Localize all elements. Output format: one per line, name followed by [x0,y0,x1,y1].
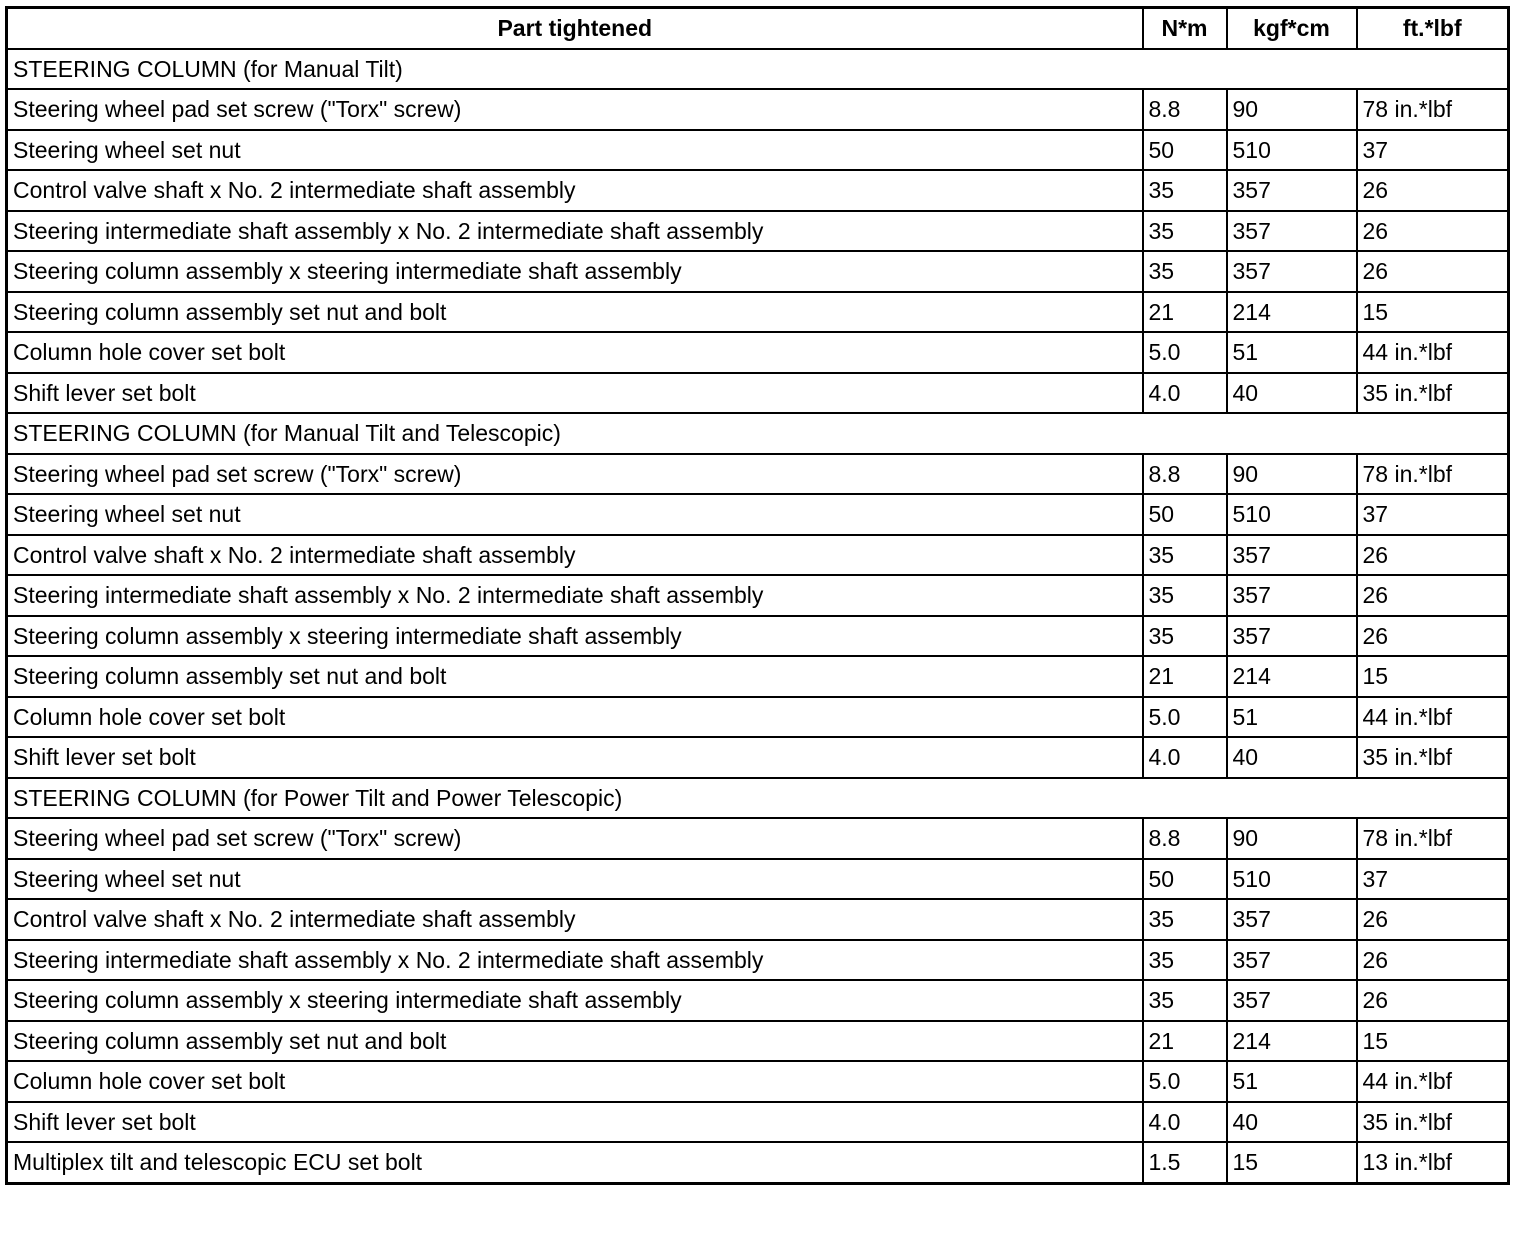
part-name-cell: Control valve shaft x No. 2 intermediate shaft assembly [7,170,1143,211]
torque-nm-cell: 35 [1143,899,1227,940]
torque-ft-lbf-cell: 44 in.*lbf [1357,697,1509,738]
torque-ft-lbf-cell: 26 [1357,616,1509,657]
torque-ft-lbf-cell: 26 [1357,170,1509,211]
torque-kgf-cm-cell: 357 [1227,980,1357,1021]
torque-ft-lbf-cell: 78 in.*lbf [1357,89,1509,130]
torque-ft-lbf-cell: 26 [1357,940,1509,981]
table-row [7,980,1509,1021]
torque-ft-lbf-cell: 26 [1357,535,1509,576]
torque-nm-cell: 35 [1143,940,1227,981]
table-row [7,292,1509,333]
header-kgf-cm: kgf*cm [1227,8,1357,49]
torque-ft-lbf-cell: 35 in.*lbf [1357,1102,1509,1143]
part-name-cell: Column hole cover set bolt [7,697,1143,738]
section-title: STEERING COLUMN (for Manual Tilt) [7,49,1509,90]
table-row [7,1142,1509,1183]
torque-kgf-cm-cell: 357 [1227,170,1357,211]
torque-kgf-cm-cell: 357 [1227,251,1357,292]
part-name-cell: Steering intermediate shaft assembly x No. 2 intermediate shaft assembly [7,575,1143,616]
table-row [7,859,1509,900]
table-row [7,656,1509,697]
torque-kgf-cm-cell: 90 [1227,818,1357,859]
part-name-cell: Steering intermediate shaft assembly x No. 2 intermediate shaft assembly [7,211,1143,252]
torque-kgf-cm-cell: 15 [1227,1142,1357,1183]
table-row [7,697,1509,738]
torque-nm-cell: 35 [1143,575,1227,616]
torque-ft-lbf-cell: 26 [1357,575,1509,616]
torque-nm-cell: 8.8 [1143,818,1227,859]
torque-ft-lbf-cell: 15 [1357,1021,1509,1062]
torque-ft-lbf-cell: 15 [1357,292,1509,333]
table-row [7,818,1509,859]
part-name-cell: Column hole cover set bolt [7,1061,1143,1102]
torque-ft-lbf-cell: 37 [1357,859,1509,900]
part-name-cell: Steering intermediate shaft assembly x No. 2 intermediate shaft assembly [7,940,1143,981]
torque-kgf-cm-cell: 51 [1227,697,1357,738]
torque-nm-cell: 21 [1143,1021,1227,1062]
torque-nm-cell: 8.8 [1143,89,1227,130]
torque-kgf-cm-cell: 51 [1227,1061,1357,1102]
torque-kgf-cm-cell: 90 [1227,89,1357,130]
table-row [7,1102,1509,1143]
table-row [7,130,1509,171]
part-name-cell: Steering column assembly set nut and bolt [7,656,1143,697]
torque-nm-cell: 8.8 [1143,454,1227,495]
table-row [7,575,1509,616]
torque-specification-table [5,6,1510,1185]
torque-ft-lbf-cell: 78 in.*lbf [1357,818,1509,859]
torque-kgf-cm-cell: 357 [1227,535,1357,576]
torque-kgf-cm-cell: 357 [1227,575,1357,616]
torque-nm-cell: 50 [1143,130,1227,171]
section-title: STEERING COLUMN (for Manual Tilt and Telescopic) [7,413,1509,454]
torque-ft-lbf-cell: 35 in.*lbf [1357,737,1509,778]
torque-ft-lbf-cell: 37 [1357,494,1509,535]
torque-nm-cell: 21 [1143,292,1227,333]
torque-ft-lbf-cell: 26 [1357,899,1509,940]
table-row [7,211,1509,252]
section-header-row [7,49,1509,90]
table-row [7,940,1509,981]
table-row [7,170,1509,211]
part-name-cell: Steering column assembly set nut and bolt [7,292,1143,333]
part-name-cell: Shift lever set bolt [7,1102,1143,1143]
section-title: STEERING COLUMN (for Power Tilt and Power Telescopic) [7,778,1509,819]
torque-kgf-cm-cell: 510 [1227,494,1357,535]
torque-ft-lbf-cell: 44 in.*lbf [1357,332,1509,373]
table-row [7,332,1509,373]
torque-nm-cell: 35 [1143,211,1227,252]
torque-kgf-cm-cell: 214 [1227,1021,1357,1062]
torque-nm-cell: 5.0 [1143,332,1227,373]
table-row [7,373,1509,414]
torque-ft-lbf-cell: 35 in.*lbf [1357,373,1509,414]
torque-kgf-cm-cell: 40 [1227,373,1357,414]
part-name-cell: Steering wheel set nut [7,130,1143,171]
part-name-cell: Control valve shaft x No. 2 intermediate shaft assembly [7,899,1143,940]
torque-nm-cell: 1.5 [1143,1142,1227,1183]
part-name-cell: Steering column assembly x steering intermediate shaft assembly [7,980,1143,1021]
torque-nm-cell: 5.0 [1143,1061,1227,1102]
header-nm: N*m [1143,8,1227,49]
table-row [7,454,1509,495]
torque-ft-lbf-cell: 44 in.*lbf [1357,1061,1509,1102]
part-name-cell: Steering column assembly x steering intermediate shaft assembly [7,251,1143,292]
table-row [7,535,1509,576]
part-name-cell: Steering wheel pad set screw ("Torx" screw) [7,818,1143,859]
torque-nm-cell: 21 [1143,656,1227,697]
torque-ft-lbf-cell: 26 [1357,980,1509,1021]
torque-kgf-cm-cell: 40 [1227,1102,1357,1143]
header-part-tightened: Part tightened [7,8,1143,49]
section-header-row [7,778,1509,819]
torque-kgf-cm-cell: 357 [1227,211,1357,252]
table-row [7,1061,1509,1102]
torque-nm-cell: 35 [1143,535,1227,576]
section-header-row [7,413,1509,454]
torque-nm-cell: 5.0 [1143,697,1227,738]
torque-kgf-cm-cell: 51 [1227,332,1357,373]
torque-ft-lbf-cell: 26 [1357,211,1509,252]
torque-nm-cell: 4.0 [1143,737,1227,778]
table-row [7,251,1509,292]
table-row [7,1021,1509,1062]
part-name-cell: Steering column assembly set nut and bolt [7,1021,1143,1062]
table-header-row [7,8,1509,49]
part-name-cell: Steering wheel set nut [7,859,1143,900]
header-ft-lbf: ft.*lbf [1357,8,1509,49]
torque-kgf-cm-cell: 357 [1227,899,1357,940]
torque-kgf-cm-cell: 510 [1227,859,1357,900]
torque-ft-lbf-cell: 78 in.*lbf [1357,454,1509,495]
torque-kgf-cm-cell: 40 [1227,737,1357,778]
part-name-cell: Steering wheel pad set screw ("Torx" screw) [7,454,1143,495]
torque-kgf-cm-cell: 510 [1227,130,1357,171]
part-name-cell: Steering wheel set nut [7,494,1143,535]
table-body [7,49,1509,1184]
part-name-cell: Shift lever set bolt [7,373,1143,414]
torque-kgf-cm-cell: 214 [1227,292,1357,333]
torque-nm-cell: 35 [1143,170,1227,211]
part-name-cell: Column hole cover set bolt [7,332,1143,373]
torque-nm-cell: 4.0 [1143,373,1227,414]
table-row [7,737,1509,778]
part-name-cell: Steering column assembly x steering intermediate shaft assembly [7,616,1143,657]
torque-nm-cell: 50 [1143,494,1227,535]
table-row [7,899,1509,940]
torque-kgf-cm-cell: 90 [1227,454,1357,495]
torque-ft-lbf-cell: 26 [1357,251,1509,292]
part-name-cell: Multiplex tilt and telescopic ECU set bolt [7,1142,1143,1183]
part-name-cell: Steering wheel pad set screw ("Torx" screw) [7,89,1143,130]
torque-ft-lbf-cell: 15 [1357,656,1509,697]
torque-ft-lbf-cell: 37 [1357,130,1509,171]
table-row [7,616,1509,657]
table-row [7,494,1509,535]
table-row [7,89,1509,130]
torque-nm-cell: 35 [1143,251,1227,292]
torque-kgf-cm-cell: 357 [1227,940,1357,981]
torque-kgf-cm-cell: 214 [1227,656,1357,697]
part-name-cell: Control valve shaft x No. 2 intermediate shaft assembly [7,535,1143,576]
torque-nm-cell: 35 [1143,980,1227,1021]
torque-kgf-cm-cell: 357 [1227,616,1357,657]
part-name-cell: Shift lever set bolt [7,737,1143,778]
torque-nm-cell: 35 [1143,616,1227,657]
torque-ft-lbf-cell: 13 in.*lbf [1357,1142,1509,1183]
torque-nm-cell: 50 [1143,859,1227,900]
torque-nm-cell: 4.0 [1143,1102,1227,1143]
